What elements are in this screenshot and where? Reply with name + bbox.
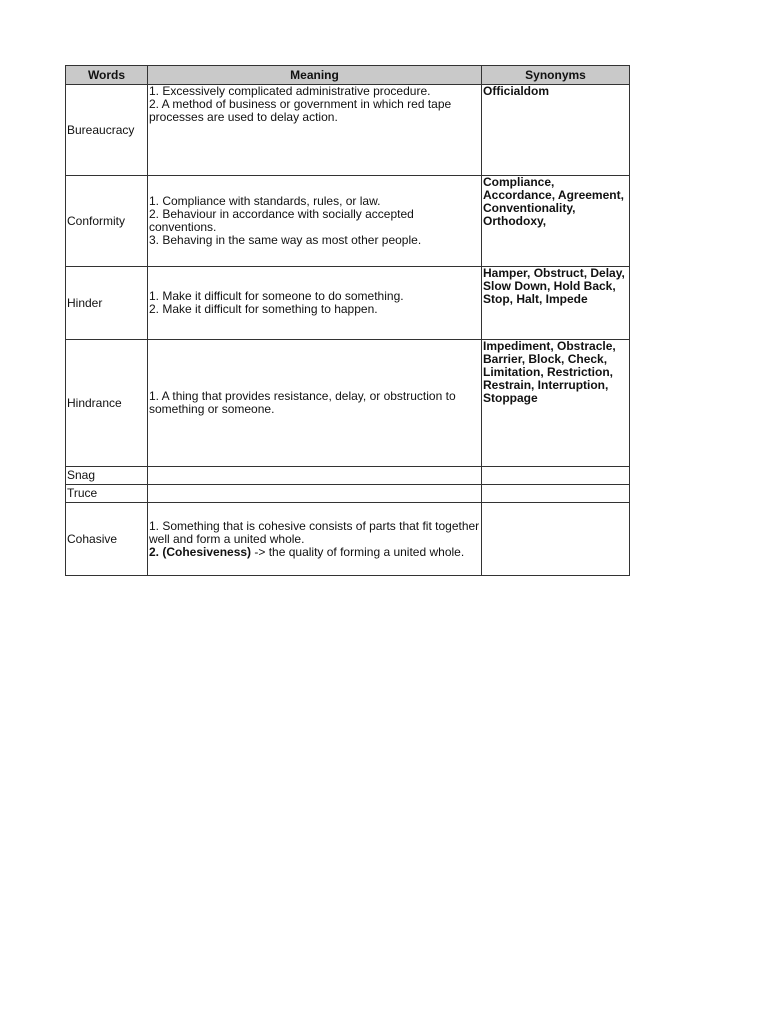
header-words: Words bbox=[66, 66, 148, 85]
synonyms-cell bbox=[482, 503, 630, 576]
meaning-cell bbox=[148, 485, 482, 503]
table-row bbox=[66, 176, 630, 267]
table-row bbox=[66, 340, 630, 467]
meaning-cell bbox=[148, 267, 482, 340]
table-row bbox=[66, 503, 630, 576]
synonyms-cell: Compliance, Accordance, Agreement, Conventionality, Orthodoxy, bbox=[482, 176, 630, 267]
meaning-rest: -> the quality of forming a united whole. bbox=[251, 544, 465, 559]
word-cell: Cohasive bbox=[66, 503, 148, 576]
meaning-line: 1. A thing that provides resistance, delay, or obstruction to something or someone. bbox=[149, 389, 456, 416]
synonyms-cell: Officialdom bbox=[482, 85, 630, 176]
header-row bbox=[66, 66, 630, 85]
word-cell: Bureaucracy bbox=[66, 85, 148, 176]
meaning-line: 1. Excessively complicated administrative procedure. bbox=[149, 84, 431, 98]
word-cell: Hindrance bbox=[66, 340, 148, 467]
word-cell: Snag bbox=[66, 467, 148, 485]
meaning-cell bbox=[148, 340, 482, 467]
meaning-line: 1. Compliance with standards, rules, or law. bbox=[149, 194, 381, 208]
meaning-line: 1. Something that is cohesive consists of parts that fit together well and form a united whole. bbox=[149, 518, 480, 546]
synonyms-cell bbox=[482, 485, 630, 503]
synonyms-cell: Hamper, Obstruct, Delay, Slow Down, Hold Back, Stop, Halt, Impede bbox=[482, 267, 630, 340]
header-meaning: Meaning bbox=[148, 66, 482, 85]
meaning-line: 2. Behaviour in accordance with socially accepted conventions. bbox=[149, 207, 414, 234]
synonyms-cell: Impediment, Obstracle, Barrier, Block, Check, Limitation, Restriction, Restrain, Interruption, Stoppage bbox=[482, 340, 630, 467]
meaning-line: 2. Make it difficult for something to happen. bbox=[149, 302, 378, 316]
word-cell: Hinder bbox=[66, 267, 148, 340]
meaning-cell bbox=[148, 176, 482, 267]
meaning-line: 3. Behaving in the same way as most other people. bbox=[149, 233, 422, 247]
word-cell: Truce bbox=[66, 485, 148, 503]
table-row bbox=[66, 467, 630, 485]
synonyms-cell bbox=[482, 467, 630, 485]
meaning-cell bbox=[148, 503, 482, 576]
meaning-cell bbox=[148, 85, 482, 176]
header-synonyms: Synonyms bbox=[482, 66, 630, 85]
meaning-line bbox=[149, 546, 480, 559]
word-cell: Conformity bbox=[66, 176, 148, 267]
vocabulary-table bbox=[65, 65, 630, 576]
meaning-line: 1. Make it difficult for someone to do something. bbox=[149, 289, 404, 303]
table-row bbox=[66, 85, 630, 176]
meaning-cell bbox=[148, 467, 482, 485]
table-row bbox=[66, 267, 630, 340]
bold-term: 2. (Cohesiveness) bbox=[149, 544, 252, 559]
table-row bbox=[66, 485, 630, 503]
meaning-line: 2. A method of business or government in which red tape processes are used to delay action. bbox=[149, 97, 452, 124]
